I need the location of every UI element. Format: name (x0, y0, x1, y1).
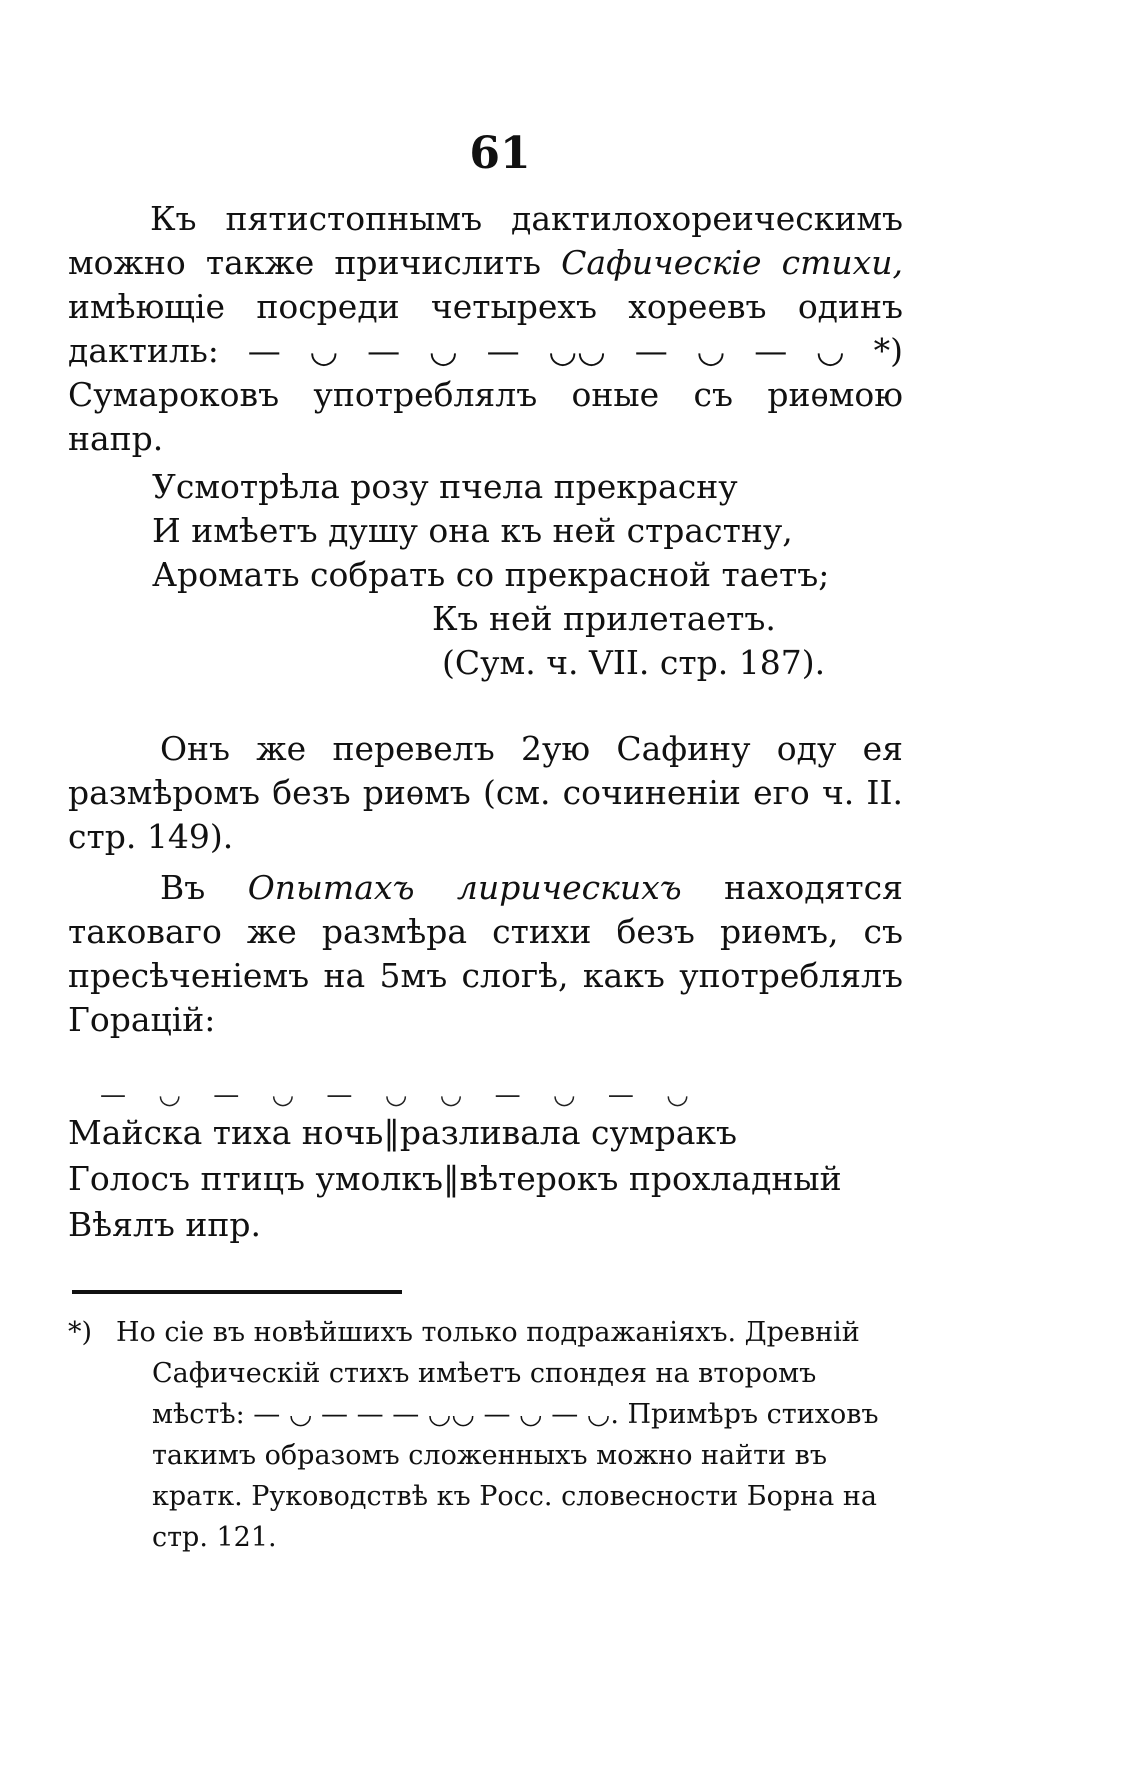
paragraph-lyric-experiments (68, 866, 903, 1042)
paragraph-sapphic-intro (68, 197, 903, 461)
footnote-text: Но сiе въ новѣйшихъ только подражанiяхъ. Древнiй Сафическiй стихъ имѣетъ спондея на второмъ мѣстѣ: — ◡ — — — ◡◡ — ◡ — ◡. Примѣръ стиховъ такимъ образомъ сложенныхъ можно найти въ кратк. Руководствѣ къ Росс. словесности Борна на стр. 121. (116, 1317, 879, 1553)
italic-title: Опытахъ лирическихъ (247, 868, 682, 907)
verse-line: Голосъ птицъ умолкъ‖вѣтерокъ прохладный (68, 1159, 842, 1198)
paragraph-text: Въ (160, 868, 248, 907)
paragraph-translation: Онъ же перевелъ 2ую Сафину оду ея размѣромъ безъ риѳмъ (см. сочиненiи его ч. II. стр. 149). (68, 729, 903, 856)
footnote-mark: *) (68, 1317, 93, 1348)
poem-source: (Сум. ч. VII. стр. 187). (442, 643, 826, 682)
paragraph-text: Къ пятистопнымъ дактилохореическимъ можно также причислить (68, 199, 903, 282)
poem-line: И имѣетъ душу она къ ней страстну, (152, 511, 793, 550)
verse-line: Вѣялъ ипр. (68, 1205, 262, 1244)
footnote (68, 1312, 898, 1558)
paragraph-text: находятся таковаго же размѣра стихи безъ риѳмъ, съ пресѣченiемъ на 5мъ слогѣ, какъ употреблялъ Горацiй: (68, 868, 903, 1039)
poem-line: Усмотрѣла розу пчела прекрасну (152, 467, 738, 506)
poem-line: Къ ней прилетаетъ. (432, 599, 776, 638)
meter-scheme: — ◡ — ◡ — ◡ ◡ — ◡ — ◡ (100, 1080, 701, 1110)
footnote-divider (72, 1290, 402, 1294)
example-verses (68, 1110, 903, 1248)
verse-line: Майска тиха ночь‖разливала сумракъ (68, 1113, 738, 1152)
italic-term: Сафическiе стихи, (561, 243, 903, 282)
quoted-poem (152, 465, 892, 685)
poem-line: Аромать собрать со прекрасной таетъ; (152, 555, 830, 594)
page-number: 61 (469, 128, 531, 179)
paragraph-text: имѣющiе посреди четырехъ хореевъ одинъ дактиль: — ◡ — ◡ — ◡◡ — ◡ — ◡ *) Сумароковъ употреблялъ оные съ риѳмою напр. (68, 287, 903, 458)
